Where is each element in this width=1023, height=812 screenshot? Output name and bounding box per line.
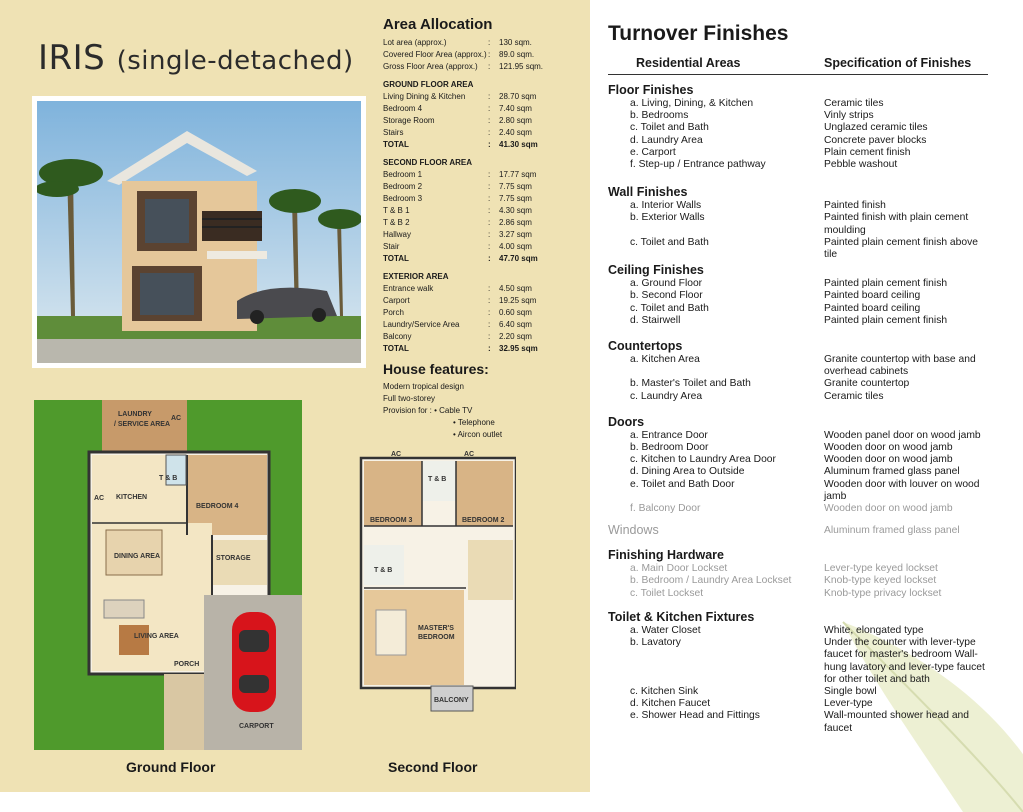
- finish-item: b. Master's Toilet and Bath Granite countertop: [630, 378, 910, 390]
- house-illustration: [37, 101, 361, 363]
- plan-label: BALCONY: [434, 697, 469, 704]
- area-row: Bedroom 1 : 17.77 sqm: [383, 170, 537, 179]
- finish-item: c. Laundry Area Ceramic tiles: [630, 390, 884, 402]
- ground-floor-caption: Ground Floor: [126, 759, 216, 775]
- area-row: Lot area (approx.) : 130 sqm.: [383, 38, 532, 47]
- plan-label: / SERVICE AREA: [114, 421, 171, 428]
- area-row: T & B 1 : 4.30 sqm: [383, 206, 532, 215]
- plan-label: BEDROOM: [418, 634, 455, 641]
- car-icon: [232, 612, 276, 712]
- area-row: Living Dining & Kitchen : 28.70 sqm: [383, 92, 537, 101]
- finish-item: b. Second Floor Painted board ceiling: [630, 290, 921, 302]
- model-name: IRIS: [38, 38, 106, 78]
- finish-item: b. Bedroom / Laundry Area Lockset Knob-type keyed lockset: [630, 575, 937, 587]
- finish-item: e. Toilet and Bath Door Wooden door with louver on wood jamb: [630, 478, 980, 502]
- finish-item: c. Toilet and Bath Painted board ceiling: [630, 302, 921, 314]
- area-total: TOTAL : 32.95 sqm: [383, 344, 538, 353]
- plan-label: CARPORT: [239, 723, 274, 730]
- area-row: Bedroom 3 : 7.75 sqm: [383, 194, 532, 203]
- plan-label: T & B: [159, 475, 178, 482]
- finish-item: b. Exterior Walls Painted finish with plain cement moulding: [630, 212, 969, 236]
- model-type: (single-detached): [116, 46, 354, 76]
- ground-floor-plan: [34, 400, 302, 750]
- finish-item: d. Stairwell Painted plain cement finish: [630, 314, 948, 326]
- finish-item: a. Water Closet White, elongated type: [630, 624, 924, 636]
- finish-item: c. Toilet Lockset Knob-type privacy lockset: [630, 587, 942, 599]
- plan-label: BEDROOM 2: [462, 517, 505, 524]
- plan-label: MASTER'S: [418, 625, 454, 632]
- finish-item: e. Carport Plain cement finish: [630, 146, 911, 158]
- area-row: Stairs : 2.40 sqm: [383, 128, 532, 137]
- finish-item: d. Dining Area to Outside Aluminum framed glass panel: [630, 466, 960, 478]
- finish-item: c. Kitchen Sink Single bowl: [630, 685, 877, 697]
- finish-item: e. Shower Head and Fittings Wall-mounted shower head and faucet: [630, 710, 970, 734]
- area-row: Entrance walk : 4.50 sqm: [383, 284, 532, 293]
- area-row: Bedroom 4 : 7.40 sqm: [383, 104, 532, 113]
- area-total: TOTAL : 41.30 sqm: [383, 140, 538, 149]
- finish-item: a. Main Door Lockset Lever-type keyed lockset: [630, 563, 938, 575]
- page-title: [38, 38, 354, 78]
- feature-item: Full two-storey: [383, 394, 436, 403]
- feature-item: • Telephone: [453, 418, 495, 427]
- category-heading: Countertops: [608, 339, 683, 354]
- house-features-heading: House features:: [383, 361, 489, 377]
- area-allocation: [383, 16, 583, 441]
- plan-label: PORCH: [174, 661, 200, 668]
- area-row: Porch : 0.60 sqm: [383, 308, 532, 317]
- plan-label: AC: [464, 451, 475, 458]
- finish-item: f. Balcony Door Wooden door on wood jamb: [630, 503, 953, 515]
- category-heading: Toilet & Kitchen Fixtures: [608, 609, 755, 624]
- finish-item: c. Kitchen to Laundry Area Door Wooden door on wood jamb: [630, 454, 953, 466]
- windows-row: Windows Aluminum framed glass panel: [608, 523, 960, 538]
- finish-item: f. Step-up / Entrance pathway Pebble washout: [630, 159, 898, 171]
- turnover-heading: Turnover Finishes: [608, 22, 789, 45]
- area-row: Stair : 4.00 sqm: [383, 242, 532, 251]
- second-floor-plan: [346, 450, 516, 715]
- plan-label: AC: [391, 451, 402, 458]
- area-row: Laundry/Service Area : 6.40 sqm: [383, 320, 532, 329]
- turnover-finishes: [608, 22, 988, 735]
- area-row: Gross Floor Area (approx.) : 121.95 sqm.: [383, 62, 544, 71]
- column-headers: [608, 48, 988, 75]
- feature-item: • Aircon outlet: [453, 430, 503, 439]
- plan-label: DINING AREA: [114, 553, 161, 560]
- finish-item: b. Lavatory Under the counter with lever-type faucet for master's bedroom Wall-hung lavatory and lever-type faucet for other toilet and bath: [630, 637, 985, 685]
- plan-label: LAUNDRY: [118, 411, 152, 418]
- section-heading: SECOND FLOOR AREA: [383, 158, 473, 167]
- area-row: Storage Room : 2.80 sqm: [383, 116, 532, 125]
- plan-label: AC: [171, 415, 182, 422]
- finish-item: d. Laundry Area Concrete paver blocks: [630, 134, 927, 146]
- finish-item: a. Entrance Door Wooden panel door on wood jamb: [630, 429, 981, 441]
- section-heading: GROUND FLOOR AREA: [383, 80, 474, 89]
- finish-item: a. Ground Floor Painted plain cement finish: [630, 278, 948, 290]
- section-heading: EXTERIOR AREA: [383, 272, 449, 281]
- feature-item: Provision for : • Cable TV: [383, 406, 473, 415]
- house-features: [383, 361, 583, 441]
- plan-label: AC: [94, 495, 105, 502]
- finish-item: b. Bedroom Door Wooden door on wood jamb: [630, 442, 953, 454]
- feature-item: Modern tropical design: [383, 382, 464, 391]
- category-heading: Ceiling Finishes: [608, 263, 704, 278]
- area-row: Hallway : 3.27 sqm: [383, 230, 532, 239]
- category-heading: Floor Finishes: [608, 83, 694, 97]
- house-photo: [32, 96, 366, 368]
- plan-label: KITCHEN: [116, 494, 148, 501]
- category-heading: Finishing Hardware: [608, 548, 724, 563]
- plan-label: BEDROOM 4: [196, 503, 239, 510]
- area-row: Covered Floor Area (approx.) : 89.0 sqm.: [383, 50, 535, 59]
- finish-item: a. Living, Dining, & Kitchen Ceramic tiles: [630, 98, 884, 109]
- finish-item: b. Bedrooms Vinly strips: [630, 110, 874, 122]
- category-heading: Wall Finishes: [608, 185, 688, 200]
- area-row: Balcony : 2.20 sqm: [383, 332, 532, 341]
- finish-item: c. Toilet and Bath Painted plain cement finish above tile: [630, 236, 978, 261]
- plan-label: BEDROOM 3: [370, 517, 413, 524]
- area-total: TOTAL : 47.70 sqm: [383, 254, 538, 263]
- finish-item: c. Toilet and Bath Unglazed ceramic tiles: [630, 122, 928, 134]
- plan-label: T & B: [374, 567, 393, 574]
- column-residential-areas: Residential Areas: [636, 56, 741, 70]
- plan-label: STORAGE: [216, 555, 251, 562]
- category-heading: Windows: [608, 523, 659, 538]
- finish-item: a. Kitchen Area Granite countertop with base and overhead cabinets: [630, 354, 976, 378]
- column-specification: Specification of Finishes: [824, 56, 972, 70]
- area-row: Carport : 19.25 sqm: [383, 296, 537, 305]
- finish-item: a. Interior Walls Painted finish: [630, 200, 886, 212]
- area-allocation-heading: Area Allocation: [383, 16, 493, 33]
- area-row: Bedroom 2 : 7.75 sqm: [383, 182, 532, 191]
- finish-item: d. Kitchen Faucet Lever-type: [630, 698, 873, 710]
- plan-label: T & B: [428, 476, 447, 483]
- category-heading: Doors: [608, 414, 645, 429]
- plan-label: LIVING AREA: [134, 633, 179, 640]
- second-floor-caption: Second Floor: [388, 759, 478, 775]
- area-row: T & B 2 : 2.86 sqm: [383, 218, 532, 227]
